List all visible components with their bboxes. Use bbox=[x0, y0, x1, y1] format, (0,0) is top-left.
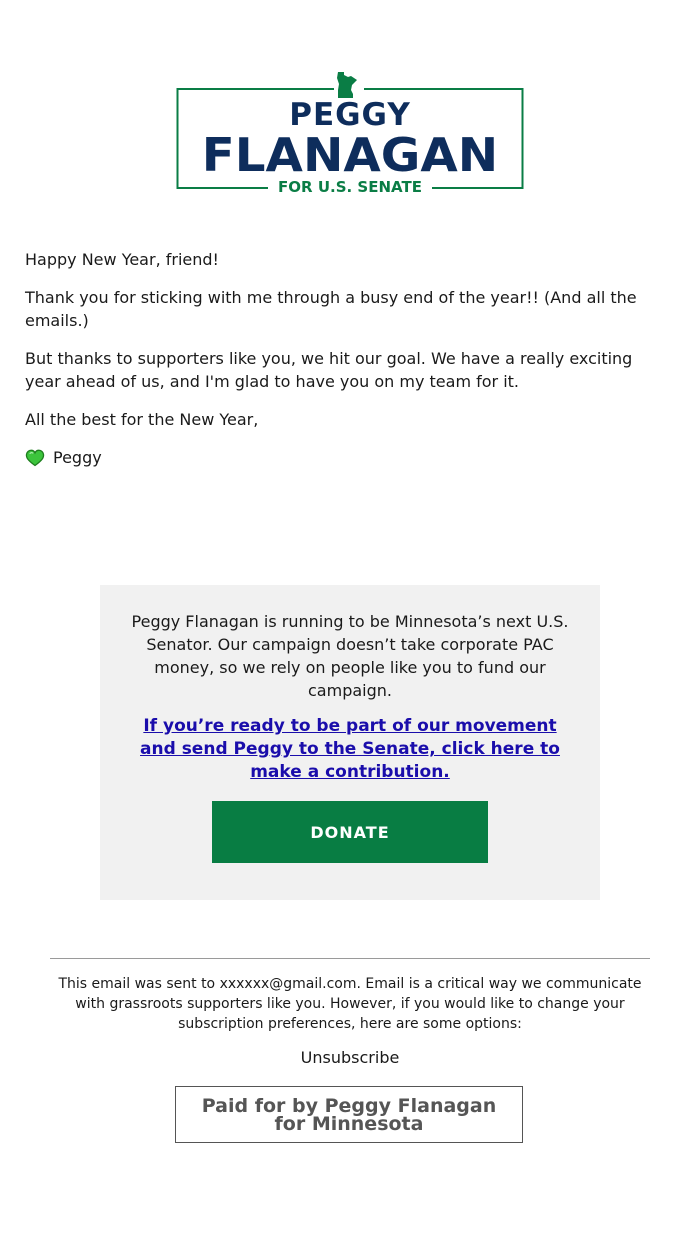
paid-for-text: Paid for by Peggy Flanagan for Minnesota bbox=[201, 1094, 497, 1135]
appeal-text: Peggy Flanagan is running to be Minnesota’s next U.S. Senator. Our campaign doesn’t take corporate PAC money, so we rely on people like you to fund our campaign. bbox=[131, 612, 569, 700]
closing: All the best for the New Year, bbox=[25, 410, 259, 429]
footer-divider bbox=[50, 958, 650, 959]
minnesota-icon bbox=[337, 72, 357, 98]
signature-line bbox=[25, 446, 655, 469]
appeal-box bbox=[100, 585, 600, 900]
campaign-logo bbox=[176, 70, 524, 194]
footer-text: This email was sent to xxxxxx@gmail.com. Email is a critical way we communicate with grassroots supporters like you. However, if you would like to change your subscription preferences, here are some options: bbox=[58, 976, 642, 1032]
letter-paragraph-1: Thank you for sticking with me through a busy end of the year!! (And all the emails.) bbox=[25, 288, 637, 330]
letter-body bbox=[25, 248, 655, 484]
green-heart-icon bbox=[25, 448, 45, 468]
logo-first-name: PEGGY bbox=[289, 97, 411, 133]
donate-button[interactable]: DONATE bbox=[212, 801, 488, 863]
unsubscribe-link[interactable]: Unsubscribe bbox=[300, 1048, 400, 1067]
paid-for-disclaimer bbox=[175, 1086, 523, 1143]
letter-paragraph-2: But thanks to supporters like you, we hit our goal. We have a really exciting year ahead of us, and I'm glad to have you on my team for it. bbox=[25, 349, 633, 391]
signature-name: Peggy bbox=[53, 448, 102, 467]
contribution-link[interactable]: If you’re ready to be part of our movement and send Peggy to the Senate, click here to make a contribution. bbox=[140, 716, 560, 782]
logo-subtitle: FOR U.S. SENATE bbox=[278, 178, 422, 196]
greeting: Happy New Year, friend! bbox=[25, 250, 219, 269]
logo-last-name: FLANAGAN bbox=[201, 128, 499, 182]
